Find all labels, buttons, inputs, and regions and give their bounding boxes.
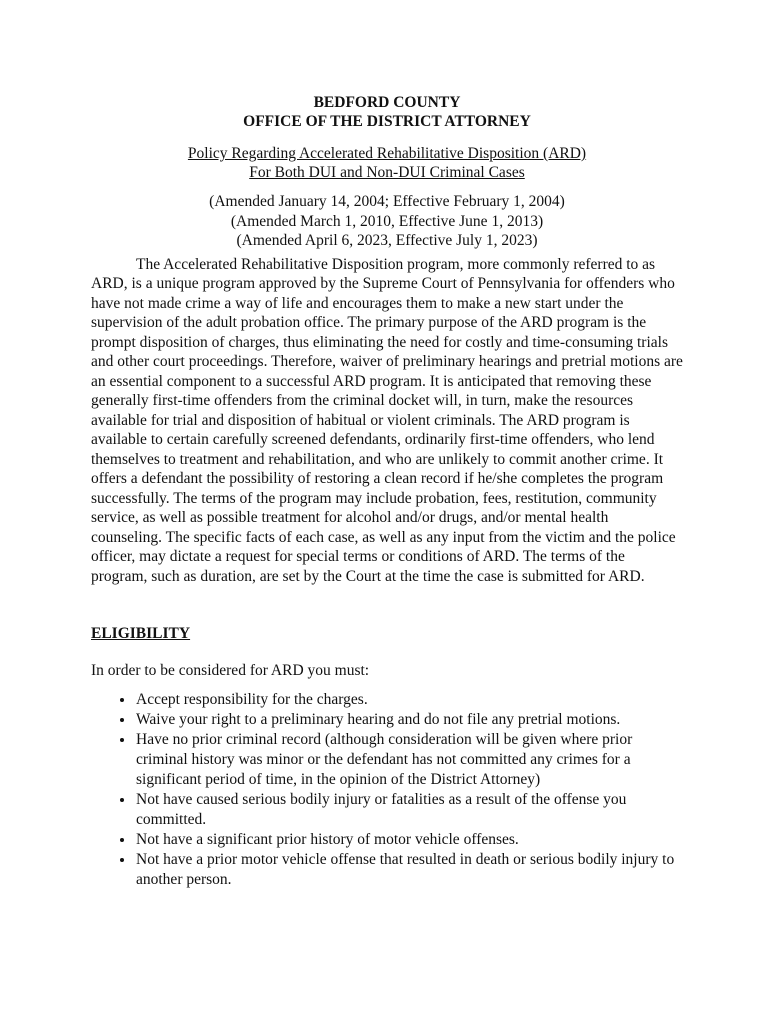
amendment-line: (Amended January 14, 2004; Effective February 1, 2004)	[209, 193, 565, 210]
list-item: • Have no prior criminal record (although consideration will be given where prior criminal history was minor or the defendant has not committed any crimes for a significant period of time, in the opinion of the District Attorney)	[135, 730, 683, 790]
list-item: • Waive your right to a preliminary hearing and do not file any pretrial motions.	[135, 710, 683, 730]
eligibility-intro: In order to be considered for ARD you must:	[91, 662, 370, 679]
list-item: • Not have caused serious bodily injury or fatalities as a result of the offense you committed.	[135, 790, 683, 830]
policy-title	[91, 144, 683, 182]
intro-paragraph: The Accelerated Rehabilitative Disposition program, more commonly referred to as ARD, is a unique program approved by the Supreme Court of Pennsylvania for offenders who have not made crime a way of life and encourages them to make a new start under the supervision of the adult probation office. The primary purpose of the ARD program is the prompt disposition of charges, thus eliminating the need for costly and time-consuming trials and other court proceedings. Therefore, waiver of preliminary hearings and pretrial motions are an essential component to a successful ARD program. It is anticipated that removing these generally first-time offenders from the criminal docket will, in turn, make the resources available for trial and disposition of habitual or violent criminals. The ARD program is available to certain carefully screened defendants, ordinarily first-time offenders, who lend themselves to treatment and rehabilitation, and who are unlikely to commit another crime. It offers a defendant the possibility of restoring a clean record if he/she completes the program successfully. The terms of the program may include probation, fees, restitution, community service, as well as possible treatment for alcohol and/or drugs, and/or mental health counseling. The specific facts of each case, as well as any input from the victim and the police officer, may dictate a request for special terms or conditions of ARD. The terms of the program, such as duration, are set by the Court at the time the case is submitted for ARD.	[91, 255, 683, 585]
document-page	[91, 93, 683, 890]
policy-title-line-1: Policy Regarding Accelerated Rehabilitative Disposition (ARD)	[187, 145, 587, 162]
county-heading: BEDFORD COUNTY	[313, 94, 461, 111]
list-item: • Not have a significant prior history of motor vehicle offenses.	[135, 830, 683, 850]
amendment-line: (Amended March 1, 2010, Effective June 1, 2013)	[230, 212, 544, 230]
amendment-history	[91, 192, 683, 251]
eligibility-heading: ELIGIBILITY	[91, 625, 191, 642]
amendment-line: (Amended April 6, 2023, Effective July 1, 2023)	[236, 232, 538, 249]
office-heading: OFFICE OF THE DISTRICT ATTORNEY	[243, 113, 531, 130]
policy-title-line-2: For Both DUI and Non-DUI Criminal Cases	[249, 164, 525, 181]
eligibility-list	[91, 690, 683, 890]
list-item: • Accept responsibility for the charges.	[135, 690, 683, 710]
list-item: • Not have a prior motor vehicle offense that resulted in death or serious bodily injury to another person.	[135, 850, 683, 890]
